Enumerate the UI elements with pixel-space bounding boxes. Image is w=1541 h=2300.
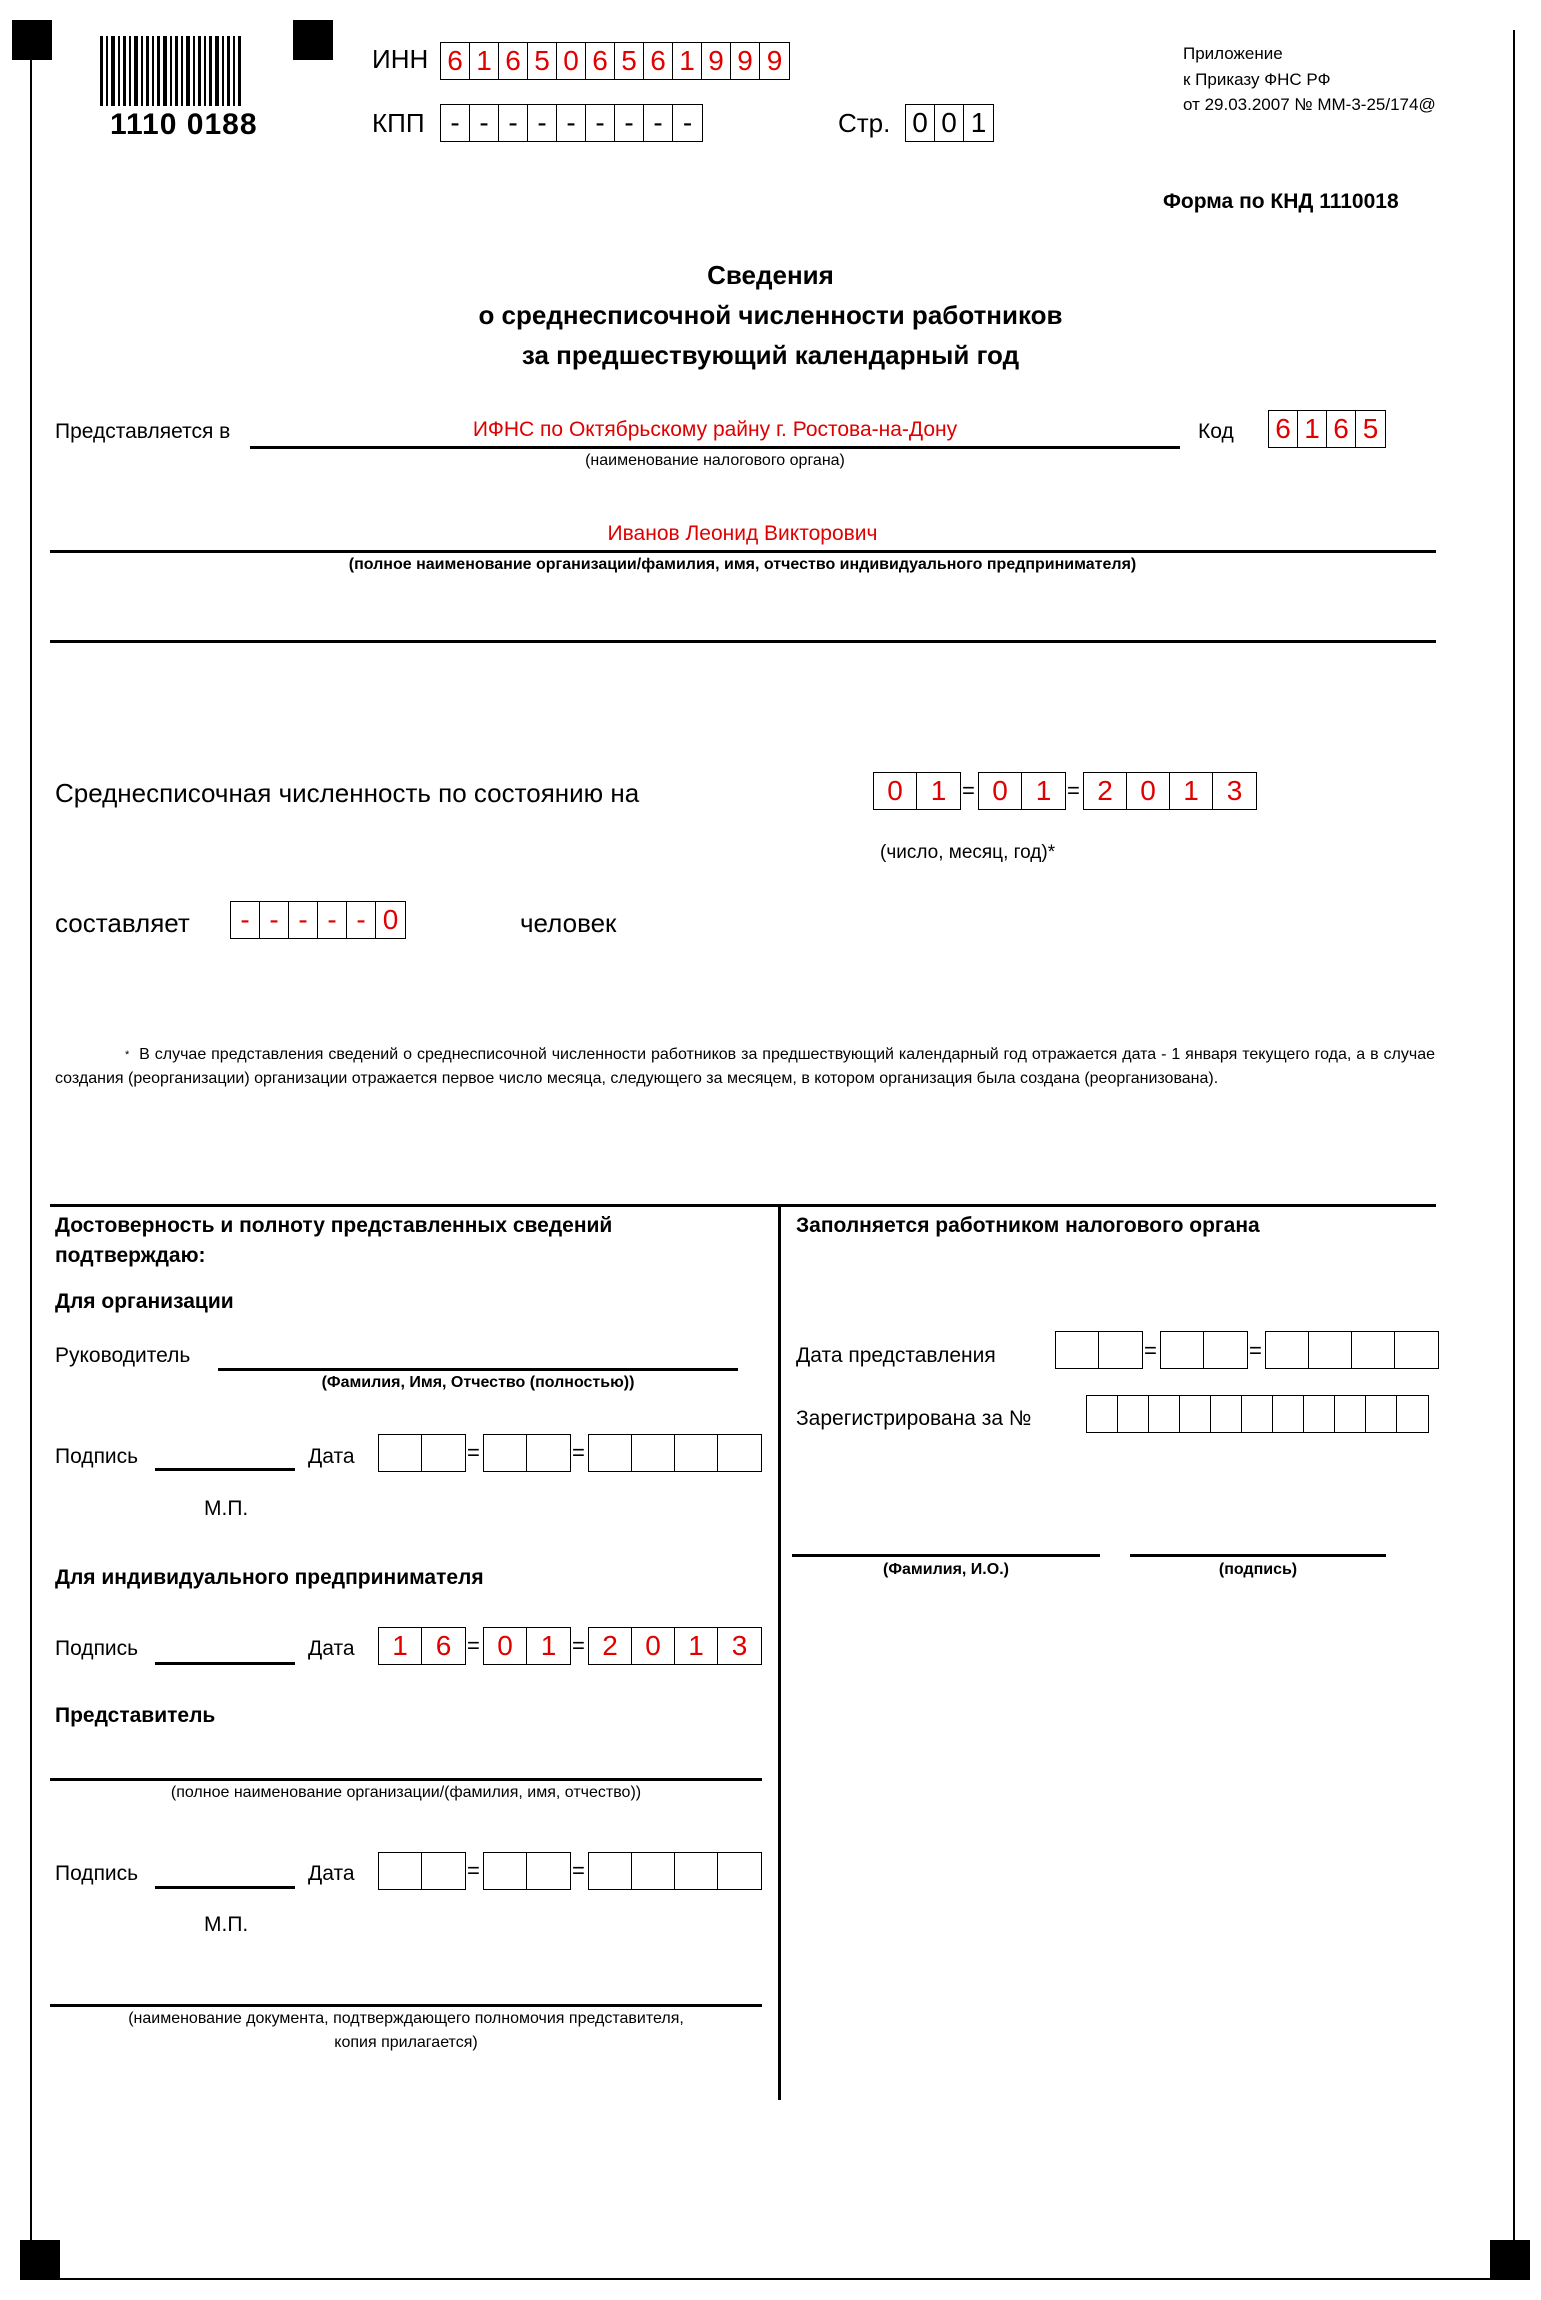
corner-marker-top-left xyxy=(12,20,52,60)
digit-cell: 0 xyxy=(979,773,1022,809)
digit-cell: - xyxy=(441,105,470,141)
organization-extra-line xyxy=(50,640,1436,643)
digit-cell: 0 xyxy=(632,1628,675,1664)
digit-cell: - xyxy=(644,105,673,141)
org-year-field[interactable] xyxy=(588,1434,762,1472)
section-divider xyxy=(50,1204,1436,1207)
rep-stamp-label: М.П. xyxy=(204,1913,249,1936)
org-sign-label: Подпись xyxy=(55,1445,139,1468)
head-name-line[interactable] xyxy=(218,1368,738,1371)
official-name-caption: (Фамилия, И.О.) xyxy=(883,1561,1009,1578)
official-name-line[interactable] xyxy=(792,1554,1100,1557)
digit-cell xyxy=(589,1853,632,1889)
ip-heading: Для индивидуального предпринимателя xyxy=(55,1566,484,1589)
digit-cell xyxy=(527,1435,570,1471)
registration-label: Зарегистрирована за № xyxy=(796,1407,1032,1430)
annex-line-2: к Приказу ФНС РФ xyxy=(1183,70,1331,89)
date-separator: = xyxy=(467,1633,480,1658)
date-separator: = xyxy=(467,1858,480,1883)
digit-cell xyxy=(1180,1396,1211,1432)
authority-label: Представляется в xyxy=(55,420,231,443)
digit-cell xyxy=(1309,1332,1352,1368)
digit-cell: 3 xyxy=(731,1630,748,1661)
digit-cell xyxy=(718,1853,761,1889)
org-stamp-label: М.П. xyxy=(204,1497,249,1520)
doc-line[interactable] xyxy=(50,2004,762,2007)
date-separator: = xyxy=(1067,778,1080,803)
rep-year-field[interactable] xyxy=(588,1852,762,1890)
ip-day-field[interactable] xyxy=(378,1627,466,1665)
digit-cell xyxy=(1304,1396,1335,1432)
headcount-month-field[interactable] xyxy=(978,772,1066,810)
digit-cell xyxy=(379,1853,422,1889)
digit-cell: - xyxy=(231,902,260,938)
digit-cell: 1 xyxy=(1170,773,1213,809)
ip-date-label: Дата xyxy=(308,1637,355,1660)
digit-cell: 0 xyxy=(382,904,399,935)
headcount-date-label: Среднесписочная численность по состоянию на xyxy=(55,778,640,808)
rep-date-label: Дата xyxy=(308,1862,355,1885)
annex-line-3: от 29.03.2007 № ММ-3-25/174@ xyxy=(1183,95,1436,114)
rep-sign-label: Подпись xyxy=(55,1862,139,1885)
official-sign-caption: (подпись) xyxy=(1218,1561,1298,1578)
page-number-field[interactable] xyxy=(905,104,994,142)
org-date-label: Дата xyxy=(308,1445,355,1468)
digit-cell: 0 xyxy=(557,43,586,79)
corner-marker-top-mid xyxy=(293,20,333,60)
digit-cell: 0 xyxy=(874,773,917,809)
doc-caption-2: копия прилагается) xyxy=(334,2034,478,2051)
digit-cell: 1 xyxy=(930,775,947,806)
barcode xyxy=(100,36,244,106)
headcount-year-field[interactable] xyxy=(1083,772,1257,810)
footnote xyxy=(55,1043,1435,1091)
digit-cell: 6 xyxy=(435,1630,452,1661)
digit-cell xyxy=(1211,1396,1242,1432)
footnote-text: В случае представления сведений о среднесписочной численности работников за предшествующий календарный год отражается дата - 1 января текущего года, а в случае создания (реорганизации) организации отражается первое число месяца, следующего за месяцем, в котором организация была создана (реорганизована). xyxy=(55,1046,1435,1087)
ip-sign-line[interactable] xyxy=(155,1662,295,1665)
submission-month-field[interactable] xyxy=(1160,1331,1248,1369)
page-label: Стр. xyxy=(838,108,891,138)
digit-cell xyxy=(1056,1332,1099,1368)
digit-cell xyxy=(1366,1396,1397,1432)
headcount-value-field[interactable] xyxy=(230,901,406,939)
org-heading: Для организации xyxy=(55,1290,234,1313)
digit-cell xyxy=(589,1435,632,1471)
date-separator: = xyxy=(962,778,975,803)
ip-year-field[interactable] xyxy=(588,1627,762,1665)
rep-day-field[interactable] xyxy=(378,1852,466,1890)
authority-underline xyxy=(250,446,1180,449)
digit-cell xyxy=(527,1853,570,1889)
barcode-number: 1110 0188 xyxy=(110,108,258,141)
digit-cell: 1 xyxy=(379,1628,422,1664)
digit-cell xyxy=(632,1435,675,1471)
doc-caption-1: (наименование документа, подтверждающего полномочия представителя, xyxy=(128,2010,684,2027)
digit-cell: 2 xyxy=(1084,773,1127,809)
submission-year-field[interactable] xyxy=(1265,1331,1439,1369)
digit-cell: 1 xyxy=(970,107,987,138)
count-label: составляет xyxy=(55,908,190,938)
ip-month-field[interactable] xyxy=(483,1627,571,1665)
digit-cell xyxy=(1395,1332,1438,1368)
digit-cell: 1 xyxy=(673,43,702,79)
digit-cell: 9 xyxy=(702,43,731,79)
rep-name-line[interactable] xyxy=(50,1778,762,1781)
confirm-heading-1: Достоверность и полноту представленных сведений xyxy=(55,1214,613,1237)
digit-cell: 0 xyxy=(1127,773,1170,809)
official-sign-line[interactable] xyxy=(1130,1554,1386,1557)
digit-cell: 0 xyxy=(906,105,935,141)
registration-number-field[interactable] xyxy=(1086,1395,1429,1433)
rep-month-field[interactable] xyxy=(483,1852,571,1890)
digit-cell xyxy=(1242,1396,1273,1432)
rep-caption: (полное наименование организации/(фамилия, имя, отчество)) xyxy=(170,1784,642,1801)
date-separator: = xyxy=(1249,1338,1262,1363)
date-separator: = xyxy=(1144,1338,1157,1363)
inn-label: ИНН xyxy=(372,44,429,74)
kpp-label: КПП xyxy=(372,108,425,138)
submission-day-field[interactable] xyxy=(1055,1331,1143,1369)
ip-sign-label: Подпись xyxy=(55,1637,139,1660)
digit-cell xyxy=(1118,1396,1149,1432)
digit-cell: 0 xyxy=(935,105,964,141)
corner-marker-bottom-left xyxy=(20,2240,60,2280)
digit-cell: - xyxy=(557,105,586,141)
org-month-field[interactable] xyxy=(483,1434,571,1472)
digit-cell xyxy=(422,1435,465,1471)
digit-cell xyxy=(718,1435,761,1471)
digit-cell: 1 xyxy=(1035,775,1052,806)
digit-cell: 6 xyxy=(441,43,470,79)
kpp-field[interactable] xyxy=(440,104,703,142)
authority-code-field[interactable] xyxy=(1268,410,1386,448)
section-vertical-divider xyxy=(778,1204,781,2100)
corner-marker-bottom-right xyxy=(1490,2240,1530,2280)
digit-cell: 9 xyxy=(766,45,783,76)
authority-value[interactable]: ИФНС по Октябрьскому райну г. Ростова-на-Дону xyxy=(472,418,958,441)
organization-underline xyxy=(50,550,1436,553)
date-separator: = xyxy=(467,1440,480,1465)
digit-cell: 1 xyxy=(470,43,499,79)
digit-cell xyxy=(675,1435,718,1471)
digit-cell xyxy=(484,1435,527,1471)
rep-heading: Представитель xyxy=(55,1704,216,1727)
annex-line-1: Приложение xyxy=(1183,44,1283,63)
authority-caption: (наименование налогового органа) xyxy=(585,452,845,469)
digit-cell xyxy=(1204,1332,1247,1368)
digit-cell: - xyxy=(682,107,693,138)
digit-cell: 5 xyxy=(615,43,644,79)
digit-cell xyxy=(1087,1396,1118,1432)
digit-cell xyxy=(379,1435,422,1471)
digit-cell: 6 xyxy=(586,43,615,79)
headcount-day-field[interactable] xyxy=(873,772,961,810)
digit-cell: - xyxy=(615,105,644,141)
digit-cell: 1 xyxy=(1298,411,1327,447)
digit-cell xyxy=(422,1853,465,1889)
date-separator: = xyxy=(572,1633,585,1658)
digit-cell: 6 xyxy=(1269,411,1298,447)
digit-cell: 6 xyxy=(644,43,673,79)
footnote-mark: * xyxy=(125,1049,130,1061)
digit-cell: - xyxy=(260,902,289,938)
digit-cell: - xyxy=(347,902,376,938)
date-separator: = xyxy=(572,1858,585,1883)
digit-cell xyxy=(1149,1396,1180,1432)
title-line-1: Сведения xyxy=(707,260,834,290)
digit-cell xyxy=(632,1853,675,1889)
date-separator: = xyxy=(572,1440,585,1465)
digit-cell xyxy=(1335,1396,1366,1432)
digit-cell xyxy=(1266,1332,1309,1368)
digit-cell xyxy=(1273,1396,1304,1432)
digit-cell xyxy=(1099,1332,1142,1368)
count-unit: человек xyxy=(520,908,617,938)
digit-cell: - xyxy=(499,105,528,141)
title-line-2: о среднесписочной численности работников xyxy=(478,300,1063,330)
organization-caption: (полное наименование организации/фамилия, имя, отчество индивидуального предпринимателя) xyxy=(348,556,1137,573)
head-label: Руководитель xyxy=(55,1344,191,1367)
org-day-field[interactable] xyxy=(378,1434,466,1472)
rep-sign-line[interactable] xyxy=(155,1886,295,1889)
digit-cell: 5 xyxy=(528,43,557,79)
title-line-3: за предшествующий календарный год xyxy=(521,340,1020,370)
digit-cell: 6 xyxy=(1327,411,1356,447)
tax-office-heading: Заполняется работником налогового органа xyxy=(796,1214,1260,1237)
form-code: Форма по КНД 1110018 xyxy=(1163,190,1399,213)
digit-cell: - xyxy=(318,902,347,938)
digit-cell xyxy=(675,1853,718,1889)
org-sign-line[interactable] xyxy=(155,1468,295,1471)
digit-cell xyxy=(1397,1396,1428,1432)
head-caption: (Фамилия, Имя, Отчество (полностью)) xyxy=(321,1374,635,1391)
digit-cell: - xyxy=(289,902,318,938)
headcount-date-caption: (число, месяц, год)* xyxy=(880,842,1056,863)
digit-cell: - xyxy=(528,105,557,141)
digit-cell: 0 xyxy=(484,1628,527,1664)
digit-cell: 5 xyxy=(1362,413,1379,444)
confirm-heading-2: подтверждаю: xyxy=(55,1244,206,1267)
digit-cell: 1 xyxy=(540,1630,557,1661)
digit-cell xyxy=(1352,1332,1395,1368)
digit-cell: 2 xyxy=(589,1628,632,1664)
digit-cell xyxy=(484,1853,527,1889)
digit-cell: 9 xyxy=(731,43,760,79)
digit-cell: - xyxy=(586,105,615,141)
submission-date-label: Дата представления xyxy=(796,1344,996,1367)
organization-value[interactable]: Иванов Леонид Викторович xyxy=(607,522,878,545)
digit-cell: - xyxy=(470,105,499,141)
digit-cell: 6 xyxy=(499,43,528,79)
digit-cell xyxy=(1161,1332,1204,1368)
digit-cell: 1 xyxy=(675,1628,718,1664)
digit-cell: 3 xyxy=(1226,775,1243,806)
inn-field[interactable] xyxy=(440,42,790,80)
code-label: Код xyxy=(1198,420,1234,443)
